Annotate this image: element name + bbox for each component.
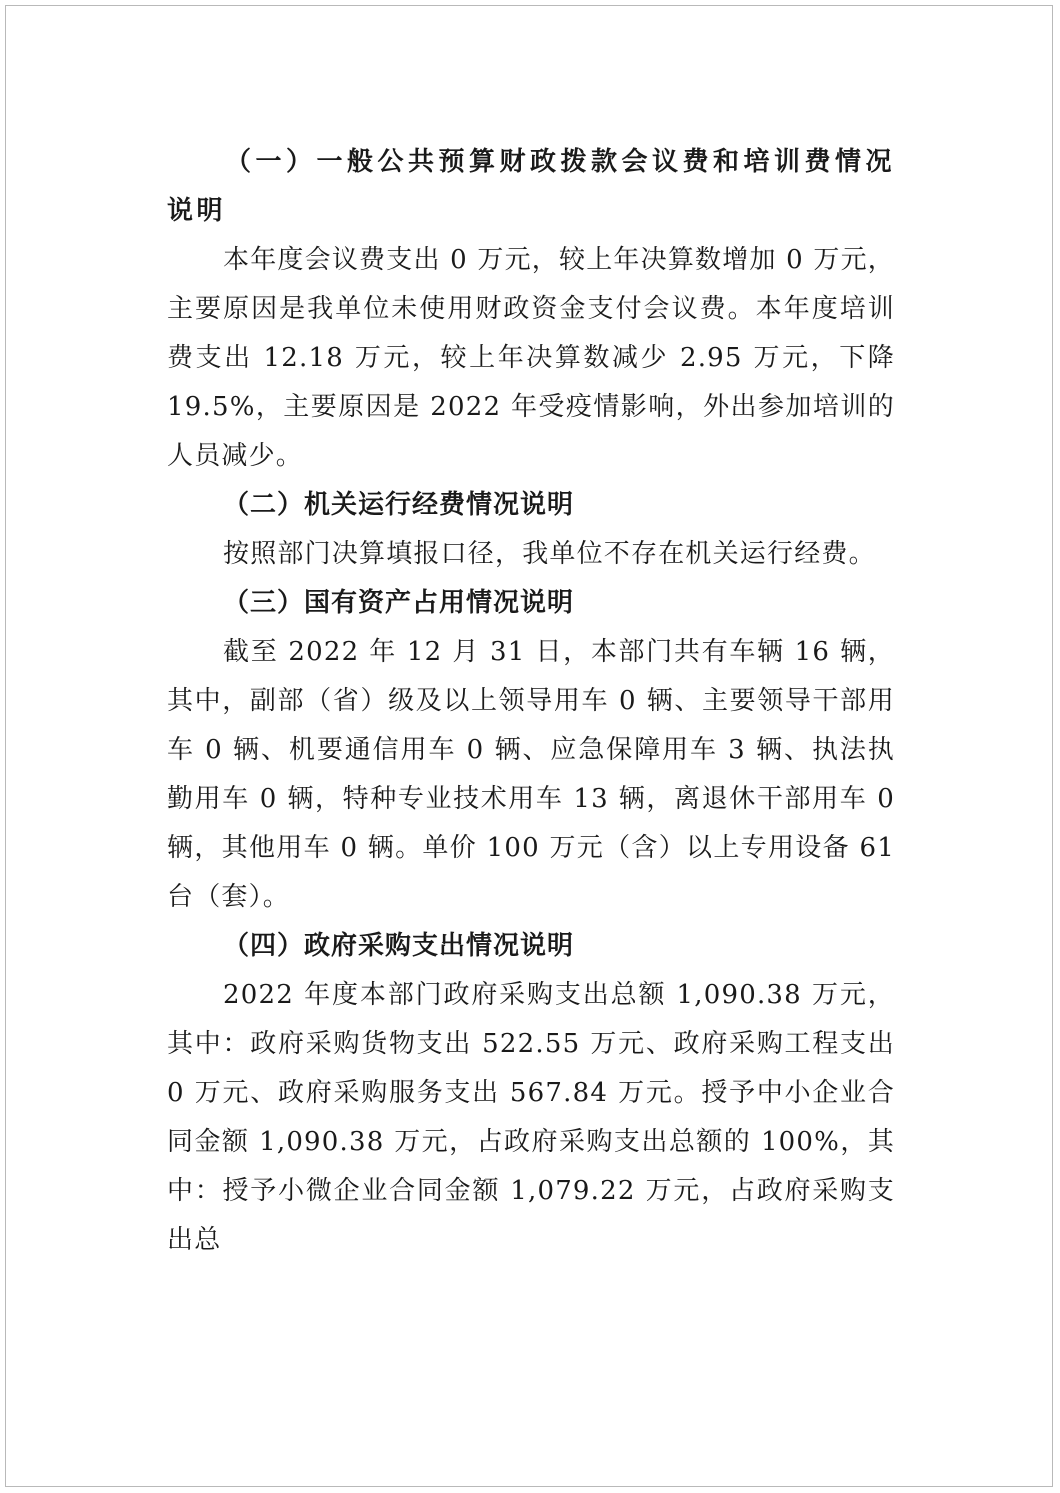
section-2-body: 按照部门决算填报口径，我单位不存在机关运行经费。 [223,539,876,569]
document-body [167,138,895,1265]
section-1-heading: （一）一般公共预算财政拨款会议费和培训费情况说明 [167,147,895,226]
section-4-body: 2022 年度本部门政府采购支出总额 1,090.38 万元，其中：政府采购货物支出 522.55 万元、政府采购工程支出 0 万元、政府采购服务支出 567.84 万元。授予中小企业合同金额 1,090.38 万元，占政府采购支出总额的 100%，其中：授予小微企业合同金额 1,079.22 万元，占政府采购支出总 [167,980,895,1255]
section-4-heading: （四）政府采购支出情况说明 [223,931,575,961]
section-3-body: 截至 2022 年 12 月 31 日，本部门共有车辆 16 辆，其中，副部（省）级及以上领导用车 0 辆、主要领导干部用车 0 辆、机要通信用车 0 辆、应急保障用车 3 辆、执法执勤用车 0 辆，特种专业技术用车 13 辆，离退休干部用车 0 辆，其他用车 0 辆。单价 100 万元（含）以上专用设备 61 台（套）。 [167,637,895,912]
section-3-heading: （三）国有资产占用情况说明 [223,588,575,618]
section-1-body: 本年度会议费支出 0 万元，较上年决算数增加 0 万元，主要原因是我单位未使用财政资金支付会议费。本年度培训费支出 12.18 万元，较上年决算数减少 2.95 万元，下降 19.5%，主要原因是 2022 年受疫情影响，外出参加培训的人员减少。 [167,245,895,471]
section-2-heading: （二）机关运行经费情况说明 [223,490,575,520]
